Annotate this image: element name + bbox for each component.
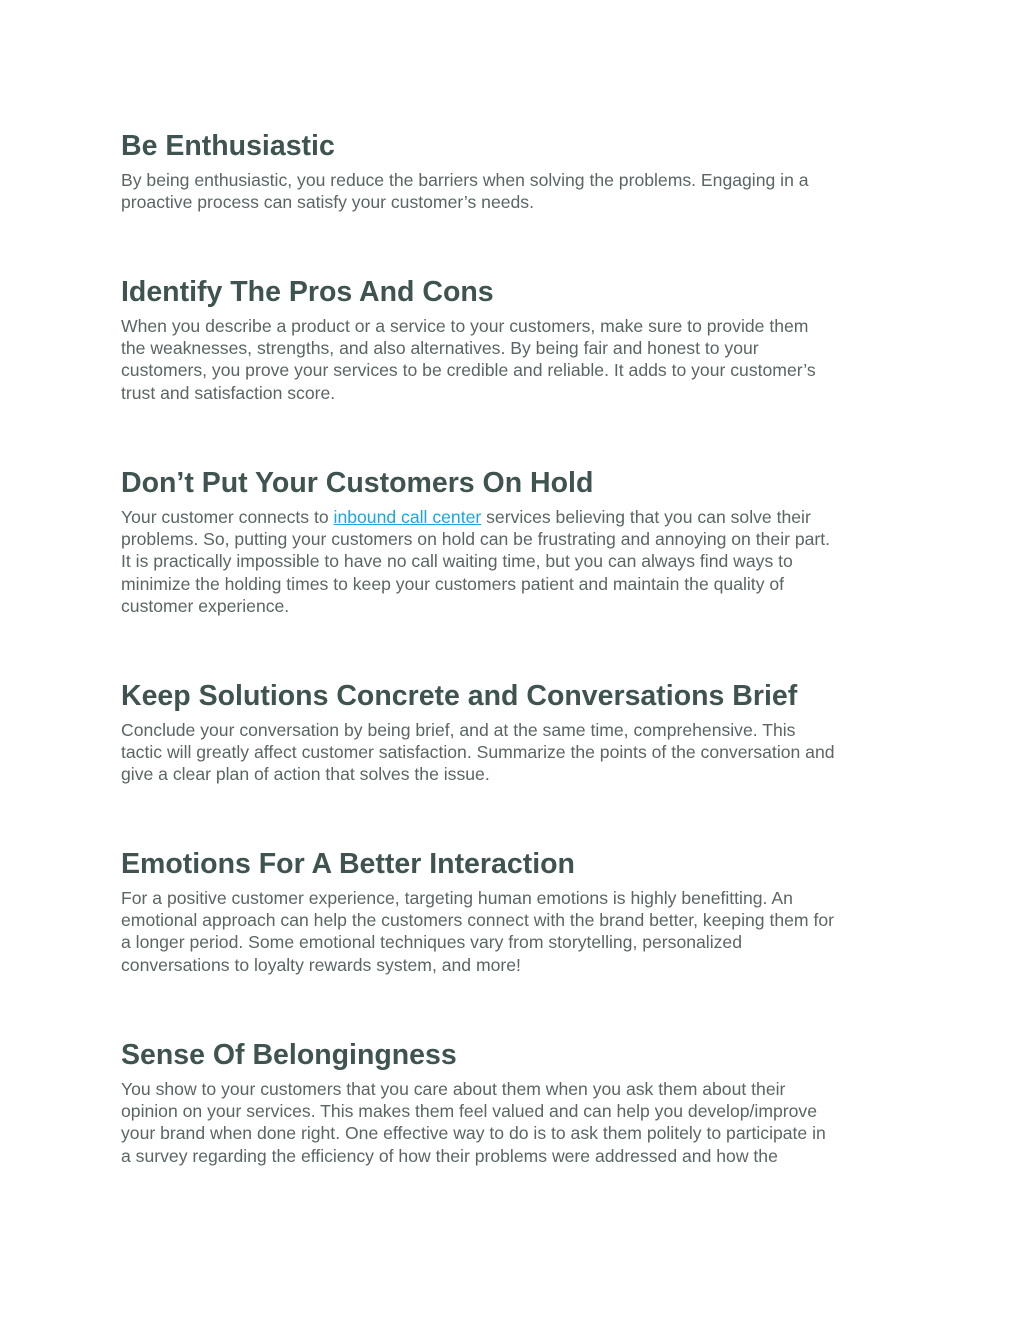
section-paragraph — [121, 719, 911, 786]
section-paragraph — [121, 887, 911, 976]
section-emotions — [121, 847, 911, 976]
paragraph-line: minimize the holding times to keep your customers patient and maintain the quality of — [121, 573, 785, 594]
section-be-enthusiastic — [121, 129, 911, 213]
section-paragraph — [121, 506, 911, 617]
paragraph-line: When you describe a product or a service to your customers, make sure to provide them — [121, 316, 809, 336]
section-sense-of-belongingness — [121, 1038, 911, 1167]
paragraph-line: emotional approach can help the customers connect with the brand better, keeping them for — [121, 910, 834, 931]
paragraph-line: customers, you prove your services to be credible and reliable. It adds to your customer’s — [121, 360, 816, 381]
section-heading: Sense Of Belongingness — [121, 1039, 457, 1071]
section-heading: Keep Solutions Concrete and Conversations Brief — [121, 680, 798, 712]
paragraph-line: proactive process can satisfy your customer’s needs. — [121, 192, 534, 213]
paragraph-line: the weaknesses, strengths, and also alternatives. By being fair and honest to your — [121, 338, 759, 359]
section-dont-put-on-hold — [121, 466, 911, 617]
paragraph-line: You show to your customers that you care about them when you ask them about their — [121, 1079, 786, 1099]
section-paragraph — [121, 315, 911, 404]
paragraph-text: services believing that you can solve their — [481, 507, 811, 527]
paragraph-line: your brand when done right. One effective way to do is to ask them politely to participate in — [121, 1123, 826, 1144]
paragraph-line: opinion on your services. This makes them feel valued and can help you develop/improve — [121, 1101, 818, 1122]
paragraph-text: Your customer connects to — [121, 507, 334, 527]
section-paragraph — [121, 169, 911, 213]
paragraph-line: For a positive customer experience, targeting human emotions is highly benefitting. An — [121, 888, 793, 908]
paragraph-line: trust and satisfaction score. — [121, 382, 336, 403]
paragraph-line: problems. So, putting your customers on hold can be frustrating and annoying on their part. — [121, 529, 831, 550]
section-paragraph — [121, 1078, 911, 1167]
section-heading: Be Enthusiastic — [121, 130, 335, 162]
section-heading: Emotions For A Better Interaction — [121, 848, 575, 880]
paragraph-line: Conclude your conversation by being brief, and at the same time, comprehensive. This — [121, 720, 796, 740]
section-heading: Identify The Pros And Cons — [121, 276, 494, 308]
paragraph-line: conversations to loyalty rewards system, and more! — [121, 954, 521, 975]
paragraph-line: It is practically impossible to have no call waiting time, but you can always find ways to — [121, 551, 793, 572]
paragraph-line: tactic will greatly affect customer satisfaction. Summarize the points of the conversation and — [121, 742, 835, 763]
section-keep-solutions-concrete — [121, 679, 911, 786]
paragraph-line: a survey regarding the efficiency of how their problems were addressed and how the — [121, 1145, 778, 1166]
inbound-call-center-link[interactable]: inbound call center — [333, 507, 482, 527]
paragraph-line: give a clear plan of action that solves the issue. — [121, 764, 490, 785]
section-heading: Don’t Put Your Customers On Hold — [121, 467, 594, 499]
paragraph-line: customer experience. — [121, 595, 290, 616]
paragraph-line: a longer period. Some emotional techniques vary from storytelling, personalized — [121, 932, 742, 953]
section-identify-pros-cons — [121, 275, 911, 404]
paragraph-line: By being enthusiastic, you reduce the barriers when solving the problems. Engaging in a — [121, 170, 809, 190]
paragraph-line — [121, 506, 911, 528]
